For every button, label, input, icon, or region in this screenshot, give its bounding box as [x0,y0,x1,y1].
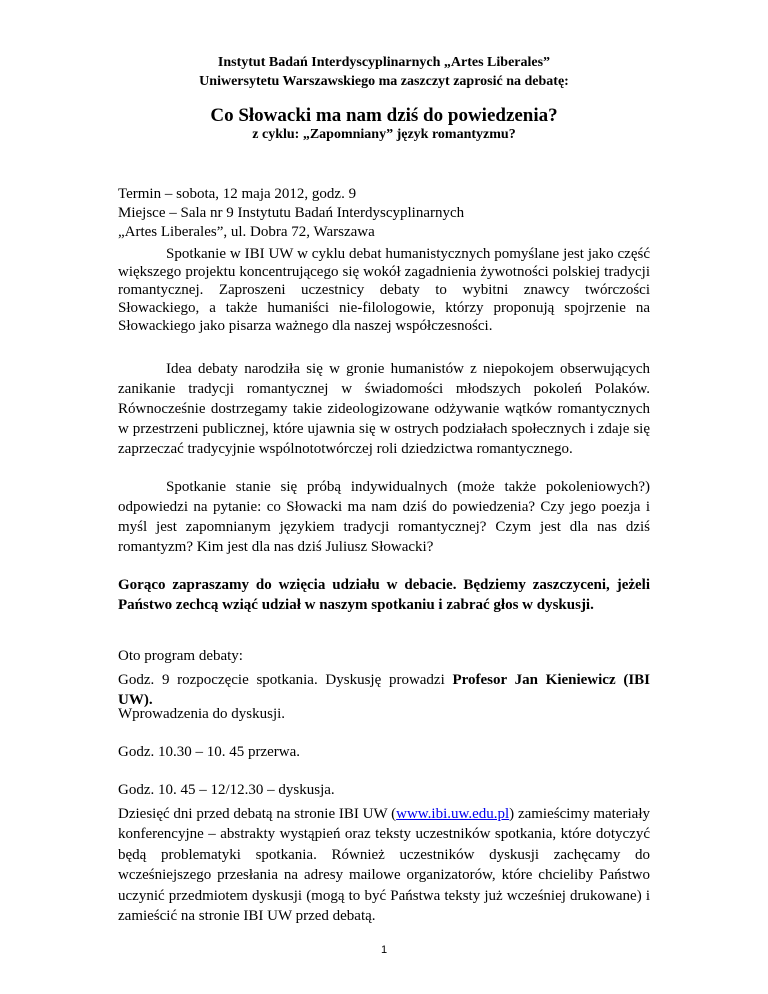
paragraph-3: Spotkanie stanie się próbą indywidualnych (może także pokoleniowych?) odpowiedzi na pytanie: co Słowacki ma nam dziś do powiedzenia? Czy jego poezja i myśl jest zapomnianym językiem tradycji romantycznej? Czym jest dla nas dziś romantyzm? Kim jest dla nas dziś Juliusz Słowacki? [118,479,650,555]
event-place-line-2: „Artes Liberales”, ul. Dobra 72, Warszawa [118,224,375,240]
ibi-website-link[interactable]: www.ibi.uw.edu.pl [396,806,510,822]
page-number: 1 [380,944,388,956]
closing-paragraph [118,804,650,926]
program-item-1-continuation: Wprowadzenia do dyskusji. [118,706,286,722]
page-title: Co Słowacki ma nam dziś do powiedzenia? [210,105,558,126]
program-intro: Oto program debaty: [118,648,243,664]
program-item-1-text: Godz. 9 rozpoczęcie spotkania. Dyskusję prowadzi [118,672,453,688]
header-line-1: Instytut Badań Interdyscyplinarnych „Artes Liberales” [217,55,551,70]
paragraph-2: Idea debaty narodziła się w gronie humanistów z niepokojem obserwujących zanikanie tradycji romantycznej w świadomości młodszych pokoleń Polaków. Równocześnie dostrzegamy takie zideologizowane odżywanie wątków romantycznych w przestrzeni publicznej, które ujawnia się w ostrych podziałach społecznych i zdaje się zaprzeczać tradycyjnie wspólnototwórczej roli dziedzictwa romantycznego. [118,361,650,457]
closing-text-end: ) zamieścimy materiały konferencyjne – abstrakty wystąpień oraz teksty uczestników spotkania, które dotyczyć będą problematyki spotkania. Również uczestników dyskusji zachęcamy do wcześniejszego przesłania na adresy mailowe organizatorów, które chcieliby Państwo uczynić przedmiotem dyskusji (mogą to być Państwa teksty już wcześniej drukowane) i zamieścić na stronie IBI UW przed debatą. [118,806,650,925]
header-line-2: Uniwersytetu Warszawskiego ma zaszczyt zaprosić na debatę: [199,74,569,89]
closing-text-start: Dziesięć dni przed debatą na stronie IBI UW ( [118,806,397,822]
program-item-3: Godz. 10. 45 – 12/12.30 – dyskusja. [118,782,335,798]
paragraph-1: Spotkanie w IBI UW w cyklu debat humanistycznych pomyślane jest jako część większego projektu koncentrującego się wokół zagadnienia żywotności polskiej tradycji romantycznej. Zaproszeni uczestnicy debaty to wybitni znawcy twórczości Słowackiego, a także humaniści nie-filologowie, którzy proponują spojrzenie na Słowackiego jako pisarza ważnego dla naszej współczesności. [118,246,650,334]
event-place-line-1: Miejsce – Sala nr 9 Instytutu Badań Interdyscyplinarnych [118,205,465,221]
invitation-text: Gorąco zapraszamy do wzięcia udziału w debacie. Będziemy zaszczyceni, jeżeli Państwo zechcą wziąć udział w naszym spotkaniu i zabrać głos w dyskusji. [118,577,650,613]
page-subtitle: z cyklu: „Zapomniany” język romantyzmu? [252,127,516,142]
event-date: Termin – sobota, 12 maja 2012, godz. 9 [118,186,357,202]
program-item-2: Godz. 10.30 – 10. 45 przerwa. [118,744,301,760]
program-item-1 [118,670,650,710]
moderator-name: Profesor Jan Kieniewicz (IBI UW). [118,672,651,708]
